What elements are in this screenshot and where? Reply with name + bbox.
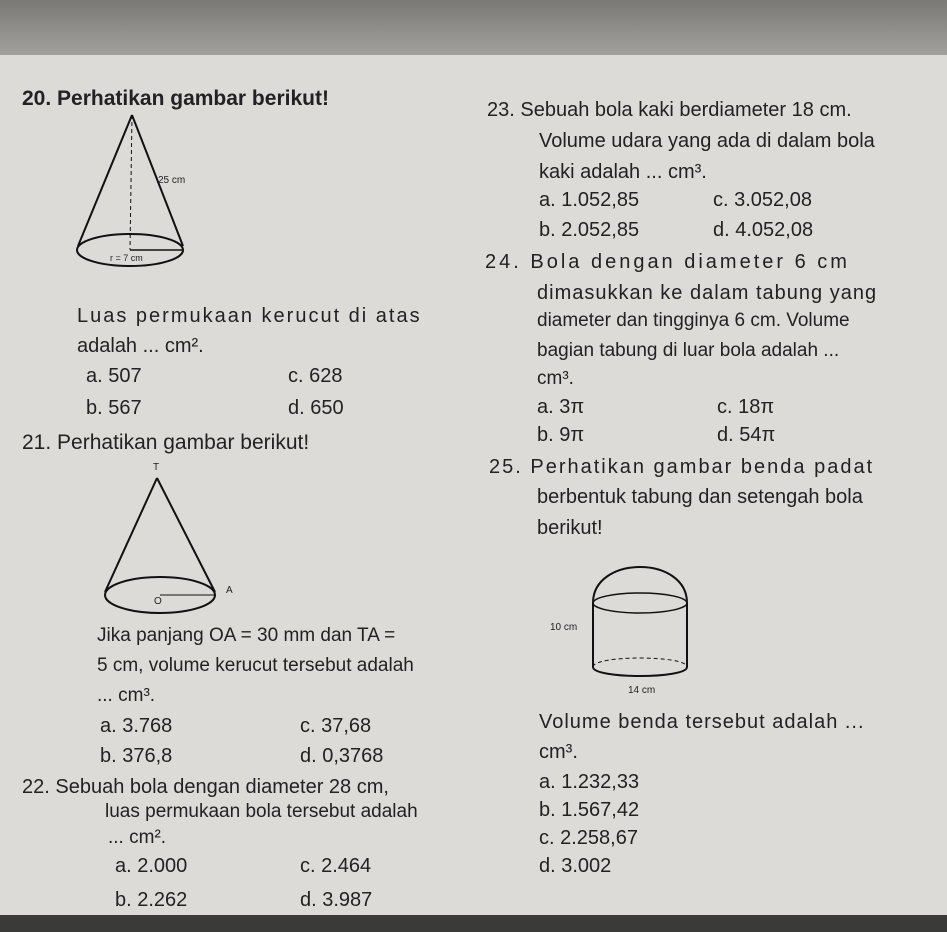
q25-width-label: 14 cm [628,685,656,696]
q23-stem-line3: kaki adalah ... cm³. [539,161,707,183]
q24-stem-line5: cm³. [537,368,574,389]
q21-option-d[interactable]: d. 0,3768 [300,745,384,767]
q23-stem-line1: 23. Sebuah bola kaki berdiameter 18 cm. [487,99,852,121]
q24-option-a[interactable]: a. 3π [537,396,585,418]
bottom-edge [0,915,947,932]
q24-stem-line3: diameter dan tingginya 6 cm. Volume [537,310,850,331]
q25-option-d[interactable]: d. 3.002 [539,855,612,877]
q20-radius-label: r = 7 cm [110,253,143,263]
q21-stem-line1: Jika panjang OA = 30 mm dan TA = [97,625,396,646]
q23-option-a[interactable]: a. 1.052,85 [539,189,640,211]
q20-stem-line2: adalah ... cm². [77,335,204,357]
q25-height-label: 10 cm [550,622,578,633]
q21-stem-line2: 5 cm, volume kerucut tersebut adalah [97,655,414,676]
q23-option-d[interactable]: d. 4.052,08 [713,219,814,241]
q25-stem-line2: berbentuk tabung dan setengah bola [537,486,863,508]
q21-option-b[interactable]: b. 376,8 [100,745,173,767]
q25-stem-line3: berikut! [537,517,603,539]
q24-stem-line4: bagian tabung di luar bola adalah ... [537,340,840,361]
q21-option-a[interactable]: a. 3.768 [100,715,173,737]
q23-option-c[interactable]: c. 3.052,08 [713,189,812,211]
q20-slant-label: 25 cm [158,175,186,186]
q22-stem-line1: 22. Sebuah bola dengan diameter 28 cm, [22,776,389,798]
q25-option-c[interactable]: c. 2.258,67 [539,827,638,849]
q23-stem-line2: Volume udara yang ada di dalam bola [539,130,875,152]
q21-title: 21. Perhatikan gambar berikut! [22,431,310,454]
q20-option-a[interactable]: a. 507 [86,365,142,387]
q21-cone-figure [95,470,230,630]
q24-option-b[interactable]: b. 9π [537,424,585,446]
q22-option-a[interactable]: a. 2.000 [115,855,188,877]
q25-option-b[interactable]: b. 1.567,42 [539,799,640,821]
q21-center-label: O [154,596,162,607]
q20-stem-line1: Luas permukaan kerucut di atas [77,305,422,327]
q20-option-d[interactable]: d. 650 [288,397,344,419]
q25-stem-line4: Volume benda tersebut adalah ... [539,711,865,733]
q22-option-b[interactable]: b. 2.262 [115,889,188,911]
q21-edge-label: A [226,585,233,596]
q20-title: 20. Perhatikan gambar berikut! [22,87,329,110]
q25-stem-line5: cm³. [539,741,578,763]
q20-option-b[interactable]: b. 567 [86,397,142,419]
q22-option-c[interactable]: c. 2.464 [300,855,372,877]
q24-option-c[interactable]: c. 18π [717,396,775,418]
q25-option-a[interactable]: a. 1.232,33 [539,771,640,793]
q23-option-b[interactable]: b. 2.052,85 [539,219,640,241]
q21-stem-line3: ... cm³. [97,685,156,706]
q24-stem-line1: 24. Bola dengan diameter 6 cm [485,251,850,273]
q25-cylinder-hemisphere-figure [585,545,695,685]
q24-option-d[interactable]: d. 54π [717,424,776,446]
q22-stem-line2: luas permukaan bola tersebut adalah [105,801,418,822]
background-edge [0,0,947,58]
q21-option-c[interactable]: c. 37,68 [300,715,372,737]
q25-stem-line1: 25. Perhatikan gambar benda padat [489,456,875,478]
q21-apex-label: T [153,462,160,473]
q24-stem-line2: dimasukkan ke dalam tabung yang [537,282,878,304]
q20-option-c[interactable]: c. 628 [288,365,343,387]
q22-option-d[interactable]: d. 3.987 [300,889,373,911]
q22-stem-line3: ... cm². [108,827,167,848]
